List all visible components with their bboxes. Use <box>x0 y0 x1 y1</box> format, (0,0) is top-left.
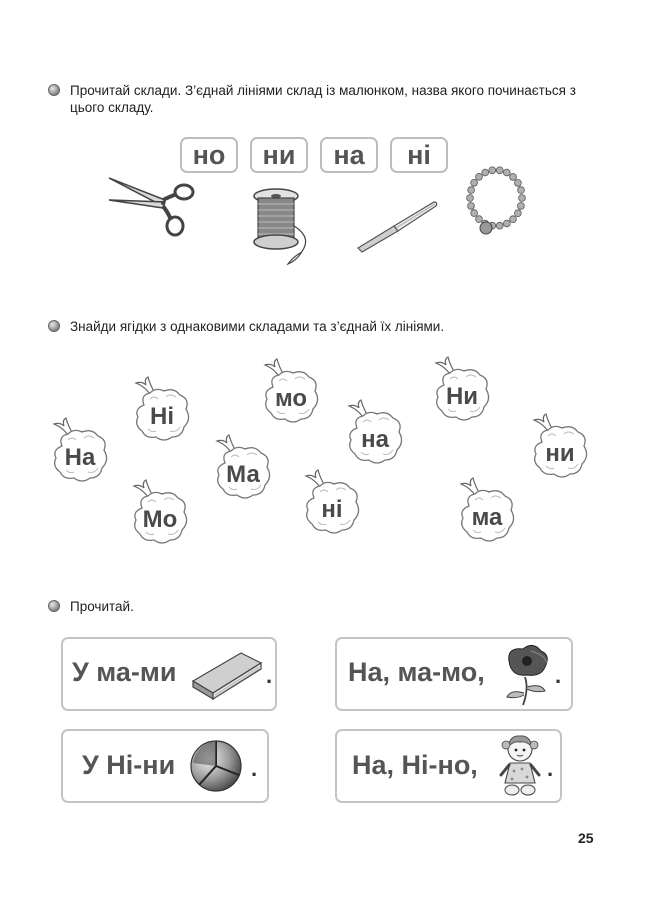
reading-card <box>61 729 269 803</box>
berry-label: на <box>361 426 389 453</box>
card-period: . <box>547 756 554 781</box>
syllable-box[interactable]: ни <box>250 137 308 173</box>
syllable-box[interactable]: но <box>180 137 238 173</box>
reading-card <box>335 637 573 711</box>
syllable-row <box>180 137 448 173</box>
card-text: У ма-ми <box>72 657 177 687</box>
task-2-instruction: Знайди ягідки з однаковими складами та з’єднай їх лініями. <box>70 319 445 334</box>
ball-icon <box>189 739 243 793</box>
berry[interactable] <box>211 433 275 503</box>
poppy-flower-icon <box>501 643 553 707</box>
berry-label: На <box>64 444 96 471</box>
bullet-icon <box>48 600 60 612</box>
page-number: 25 <box>578 830 594 846</box>
bullet-icon <box>48 320 60 332</box>
berry-label: Ні <box>150 403 174 430</box>
task-2 <box>48 318 600 335</box>
syllable-box[interactable]: ні <box>390 137 448 173</box>
berry-label: мо <box>274 385 308 412</box>
berry[interactable] <box>430 355 494 425</box>
berry-label: Ма <box>226 461 260 488</box>
scissors-icon[interactable] <box>105 170 197 238</box>
bullet-icon <box>48 84 60 96</box>
task-1-instruction: Прочитай склади. З’єднай лініями склад із малюнком, назва якого починається з цього складу. <box>70 83 576 115</box>
berry[interactable] <box>48 416 112 486</box>
syllable-box[interactable]: на <box>320 137 378 173</box>
task-3 <box>48 598 600 615</box>
berry-label: ма <box>471 504 503 531</box>
berry-label: Ни <box>445 383 479 410</box>
berry[interactable] <box>300 468 364 538</box>
necklace-icon[interactable] <box>462 164 530 240</box>
berry[interactable] <box>128 478 192 548</box>
card-text: У Ні-ни <box>82 750 176 780</box>
card-text: На, ма-мо, <box>348 657 485 687</box>
berry-label: Мо <box>142 506 178 533</box>
card-text: На, Ні-но, <box>352 750 478 780</box>
card-period: . <box>555 663 562 688</box>
reading-card <box>61 637 277 711</box>
berry-label: ни <box>545 440 575 467</box>
book-icon <box>189 647 265 701</box>
doll-icon <box>497 733 543 799</box>
berry[interactable] <box>130 375 194 445</box>
berry[interactable] <box>343 398 407 468</box>
berry[interactable] <box>259 357 323 427</box>
berry-label: ні <box>321 496 343 523</box>
card-period: . <box>251 756 258 781</box>
reading-card <box>335 729 562 803</box>
berry[interactable] <box>455 476 519 546</box>
thread-spool-icon[interactable] <box>250 186 320 268</box>
knife-icon[interactable] <box>354 198 440 254</box>
task-3-instruction: Прочитай. <box>70 599 134 614</box>
berry[interactable] <box>528 412 592 482</box>
task-1 <box>48 82 600 116</box>
card-period: . <box>266 663 273 688</box>
